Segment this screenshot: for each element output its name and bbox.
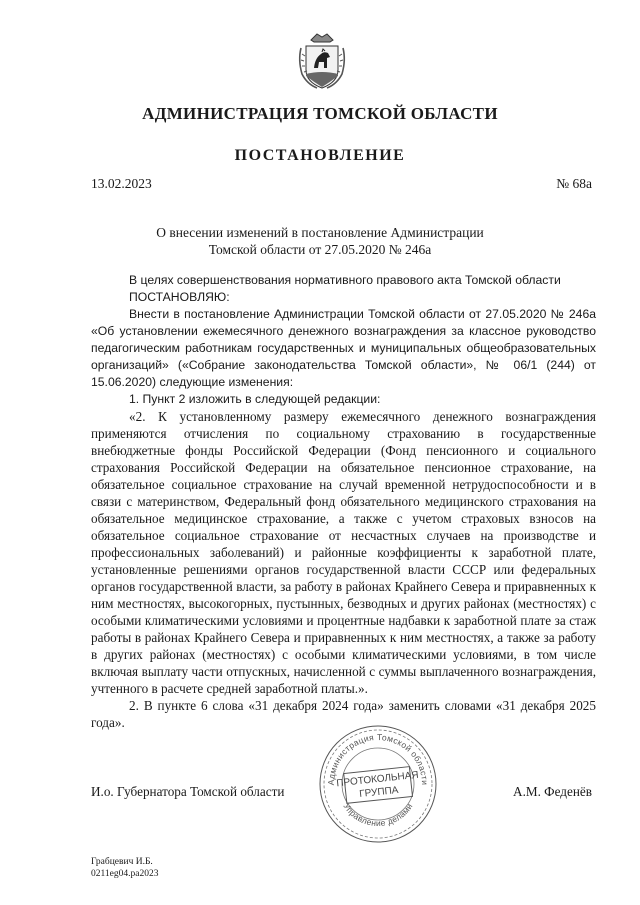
stamp-ring-bottom: Управление делами bbox=[341, 801, 415, 829]
protocol-group-stamp bbox=[318, 724, 438, 844]
subject-line-2: Томской области от 27.05.2020 № 246а bbox=[208, 242, 432, 257]
decree-word: ПОСТАНОВЛЯЮ: bbox=[129, 290, 230, 304]
document-number: № 68а bbox=[556, 176, 592, 191]
document-type: ПОСТАНОВЛЕНИЕ bbox=[234, 147, 406, 164]
item-1: 1. Пункт 2 изложить в следующей редакции: bbox=[129, 392, 381, 406]
quoted-paragraph: «2. К установленному размеру ежемесячного денежного вознаграждения применяются отчисления по социальному страхованию в государственные внебюджетные фонды Российской Федерации (Фонд пенсионного и социального страхования Российской Федерации на обязательное пенсионное страхование, на обязательное социальное страхование на случай временной нетрудоспособности и в связи с материнством, Федеральный фонд обязательного медицинского страхования на обязательное медицинское страхование, а также с учетом страховых взносов на обязательное социальное страхование от несчастных случаев на производстве и профессиональных заболеваний) и районные коэффициенты к заработной плате, установленные решениями органов государственной власти СССР или федеральных органов государственной власти, за работу в районах Крайнего Севера и приравненных к ним местностях, высокогорных, пустынных, безводных и других районах (местностях) с особыми климатическими условиями и процентные надбавки к заработной плате за стаж работы в районах Крайнего Севера и приравненных к ним местностях, а также за работу в других районах (местностях) с особыми климатическими условиями, в том числе включая выплату части отпускных, начисленной с суммы выплаченного вознаграждения, учтенного в расчете средней заработной платы.». bbox=[91, 409, 596, 696]
preamble: В целях совершенствования нормативного правового акта Томской области bbox=[129, 273, 561, 287]
signatory-name: А.М. Феденёв bbox=[513, 784, 592, 799]
document-date: 13.02.2023 bbox=[91, 176, 152, 191]
stamp-center-line-1: ПРОТОКОЛЬНАЯ bbox=[335, 769, 420, 790]
signatory-title: И.о. Губернатора Томской области bbox=[91, 784, 285, 799]
organization-title: АДМИНИСТРАЦИЯ ТОМСКОЙ ОБЛАСТИ bbox=[142, 104, 498, 123]
paragraph-1: Внести в постановление Администрации Томской области от 27.05.2020 № 246а «Об установлении ежемесячного денежного вознаграждения за классное руководство педагогическим работникам государственных и муниципальных общеобразовательных организаций» («Собрание законодательства Томской области», № 06/1 (244) от 15.06.2020) следующие изменения: bbox=[91, 307, 596, 389]
subject-line-1: О внесении изменений в постановление Администрации bbox=[156, 225, 484, 240]
coat-of-arms-emblem bbox=[297, 30, 347, 92]
item-2: 2. В пункте 6 слова «31 декабря 2024 года» заменить словами «31 декабря 2025 года». bbox=[91, 698, 596, 730]
stamp-center-line-2: ГРУППА bbox=[358, 784, 399, 800]
executor-code: 0211eg04.ра2023 bbox=[91, 869, 159, 879]
executor-name: Грабцевич И.Б. bbox=[91, 857, 153, 867]
stamp-ring-top: Администрация Томской области bbox=[325, 731, 431, 786]
document-subject bbox=[0, 224, 640, 258]
svg-text:Управление делами bbox=[341, 801, 414, 828]
document-body bbox=[91, 272, 596, 731]
